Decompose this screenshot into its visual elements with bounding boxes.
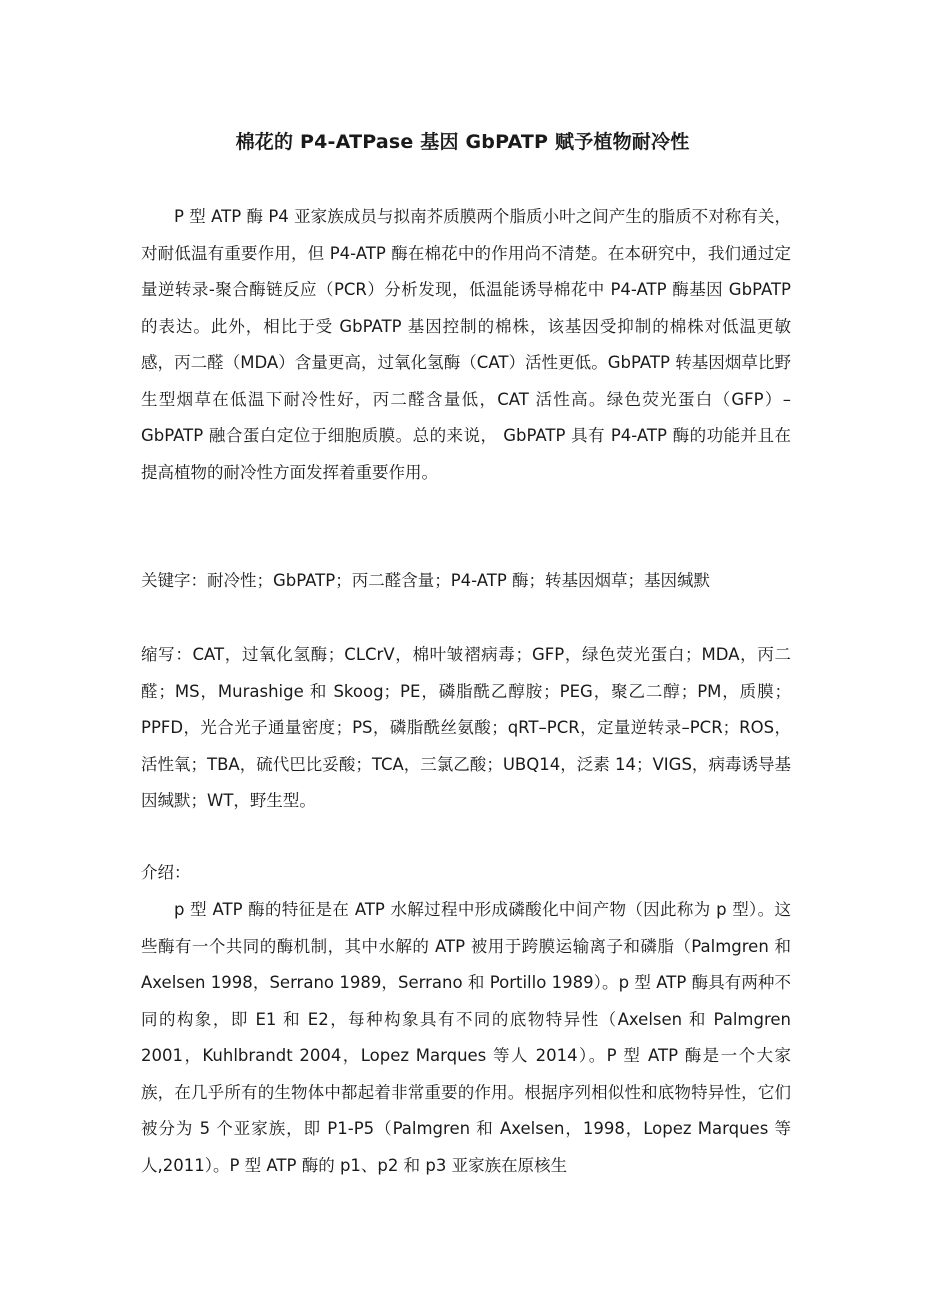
introduction-heading: 介绍：	[141, 863, 191, 882]
abstract-paragraph: P 型 ATP 酶 P4 亚家族成员与拟南芥质膜两个脂质小叶之间产生的脂质不对称有关，对耐低温有重要作用，但 P4-ATP 酶在棉花中的作用尚不清楚。在本研究中，我们通过定量逆转录-聚合酶链反应（PCR）分析发现，低温能诱导棉花中 P4-ATP 酶基因 GbPATP 的表达。此外，相比于受 GbPATP 基因控制的棉株，该基因受抑制的棉株对低温更敏感，丙二醛（MDA）含量更高，过氧化氢酶（CAT）活性更低。GbPATP 转基因烟草比野生型烟草在低温下耐冷性好，丙二醛含量低，CAT 活性高。绿色荧光蛋白（GFP）–GbPATP 融合蛋白定位于细胞质膜。总的来说， GbPATP 具有 P4-ATP 酶的功能并且在提高植物的耐冷性方面发挥着重要作用。	[141, 207, 791, 482]
keywords-line: 关键字：耐冷性；GbPATP；丙二醛含量；P4-ATP 酶；转基因烟草；基因缄默	[141, 571, 711, 590]
abbreviations-paragraph: 缩写：CAT，过氧化氢酶；CLCrV，棉叶皱褶病毒；GFP，绿色荧光蛋白；MDA，丙二醛；MS，Murashige 和 Skoog；PE，磷脂酰乙醇胺；PEG，聚乙二醇；PM，质膜；PPFD，光合光子通量密度；PS，磷脂酰丝氨酸；qRT–PCR，定量逆转录–PCR；ROS，活性氧；TBA，硫代巴比妥酸；TCA，三氯乙酸；UBQ14，泛素 14；VIGS，病毒诱导基因缄默；WT，野生型。	[141, 645, 791, 810]
introduction-paragraph: p 型 ATP 酶的特征是在 ATP 水解过程中形成磷酸化中间产物（因此称为 p 型）。这些酶有一个共同的酶机制，其中水解的 ATP 被用于跨膜运输离子和磷脂（Palmgren 和 Axelsen 1998，Serrano 1989，Serrano 和 Portillo 1989）。p 型 ATP 酶具有两种不同的构象，即 E1 和 E2，每种构象具有不同的底物特异性（Axelsen 和 Palmgren 2001，Kuhlbrandt 2004，Lopez Marques 等人 2014）。P 型 ATP 酶是一个大家族，在几乎所有的生物体中都起着非常重要的作用。根据序列相似性和底物特异性，它们被分为 5 个亚家族，即 P1-P5（Palmgren 和 Axelsen，1998，Lopez Marques 等人,2011）。P 型 ATP 酶的 p1、p2 和 p3 亚家族在原核生	[141, 900, 791, 1175]
document-title: 棉花的 P4-ATPase 基因 GbPATP 赋予植物耐冷性	[235, 131, 690, 153]
